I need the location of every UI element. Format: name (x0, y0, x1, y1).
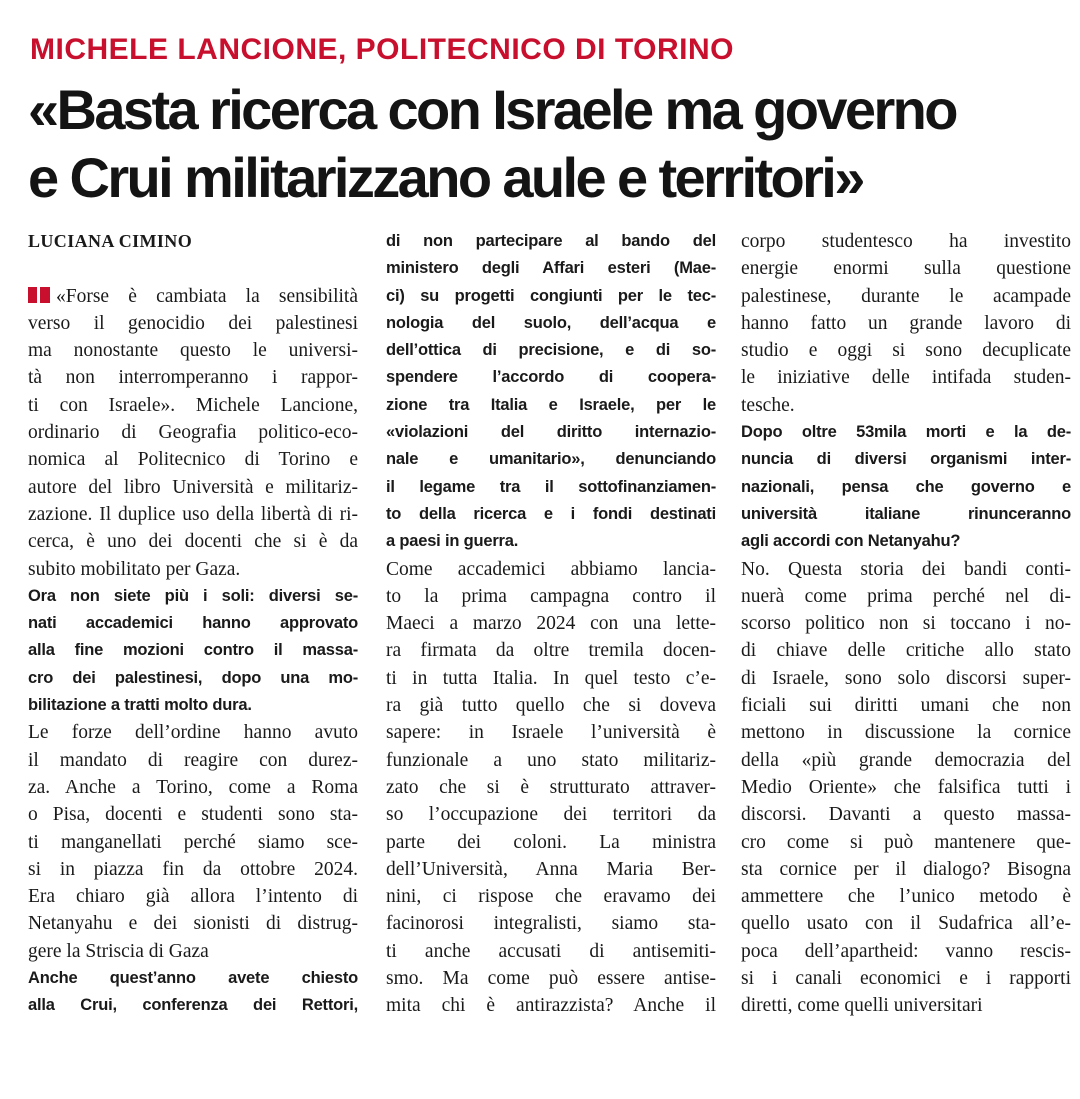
line-text: ra firmata da oltre tremila docen- (386, 640, 716, 662)
body-text-line (741, 992, 1071, 1019)
interview-question-line (28, 583, 358, 610)
body-text-line (741, 692, 1071, 719)
body-text-line (741, 938, 1071, 965)
line-text: ministero degli Affari esteri (Mae- (386, 259, 716, 278)
body-text-line (386, 665, 716, 692)
line-text: nologia del suolo, dell’acqua e (386, 313, 716, 332)
line-text: «Forse è cambiata la sensibilità (56, 285, 358, 307)
interview-question-line (386, 419, 716, 446)
article-column-2 (386, 228, 716, 1020)
line-text: cro dei palestinesi, dopo una mo- (28, 668, 358, 687)
body-text-line (28, 910, 358, 937)
body-text-line (741, 283, 1071, 310)
body-text-line (741, 774, 1071, 801)
line-text: nuncia di diversi organismi inter- (741, 450, 1071, 469)
line-text: autore del libro Università e militariz- (28, 476, 358, 498)
body-text-line (386, 583, 716, 610)
line-text: sta cornice per il dialogo? Bisogna (741, 858, 1071, 880)
interview-question-line (28, 610, 358, 637)
line-text: tesche. (741, 394, 795, 416)
line-text: ra già tutto quello che si doveva (386, 695, 716, 717)
body-text-line (28, 528, 358, 555)
byline: LUCIANA CIMINO (28, 231, 193, 251)
line-text: parte dei coloni. La ministra (386, 831, 716, 853)
line-text: Anche quest’anno avete chiesto (28, 969, 358, 988)
line-text: agli accordi con Netanyahu? (741, 532, 961, 551)
body-text-line (28, 419, 358, 446)
line-text: le iniziative delle intifada studen- (741, 367, 1071, 389)
body-text-line (28, 364, 358, 391)
line-text: ma nonostante questo le universi- (28, 340, 358, 362)
line-text: zato che si è strutturato attraver- (386, 776, 716, 798)
body-text-line (386, 692, 716, 719)
body-text-line (741, 583, 1071, 610)
interview-question-line (386, 501, 716, 528)
body-text-line (741, 255, 1071, 282)
body-text-line (28, 938, 358, 965)
headline-line: e Crui militarizzano aule e territori» (28, 146, 863, 209)
interview-question-line (741, 474, 1071, 501)
interview-question-line (386, 310, 716, 337)
line-text: Medio Oriente» che falsifica tutti i (741, 776, 1071, 798)
body-text-line (741, 856, 1071, 883)
body-text-line (386, 774, 716, 801)
line-text: nuerà come prima perché nel di- (741, 585, 1071, 607)
body-text-line (28, 501, 358, 528)
body-text-line (741, 228, 1071, 255)
body-text-line (741, 364, 1071, 391)
body-text-line (741, 665, 1071, 692)
body-text-line (741, 392, 1071, 419)
line-text: discorsi. Davanti a questo massa- (741, 804, 1071, 826)
interview-question-line (386, 228, 716, 255)
body-text-line (741, 829, 1071, 856)
line-text: Come accademici abbiamo lancia- (386, 558, 716, 580)
line-text: quello usato con il Sudafrica all’e- (741, 913, 1071, 935)
line-text: to la prima campagna contro il (386, 585, 716, 607)
body-text-line (28, 829, 358, 856)
line-text: funzionale a uno stato militariz- (386, 749, 716, 771)
interview-question-line (28, 637, 358, 664)
body-text-line (386, 637, 716, 664)
line-text: facinorosi integralisti, siamo sta- (386, 913, 716, 935)
body-text-line (28, 474, 358, 501)
line-text: smo. Ma come può essere antise- (386, 968, 716, 990)
line-text: so l’occupazione dei territori da (386, 804, 716, 826)
body-text-line (28, 883, 358, 910)
line-text: ti manganellati perché siamo sce- (28, 831, 358, 853)
line-text: ci) su progetti congiunti per le tec- (386, 286, 716, 305)
line-text: nale e umanitario», denunciando (386, 450, 716, 469)
interview-question-line (28, 665, 358, 692)
section-marker-icon (28, 287, 50, 303)
line-text: cro come si può mantenere que- (741, 831, 1071, 853)
line-text: il legame tra il sottofinanziamen- (386, 477, 716, 496)
interview-question-line (386, 364, 716, 391)
body-text-line (741, 556, 1071, 583)
body-text-line (28, 310, 358, 337)
line-text: nazionali, pensa che governo e (741, 477, 1071, 496)
line-text: Netanyahu e dei sionisti di distrug- (28, 913, 358, 935)
body-text-line (741, 801, 1071, 828)
line-text: Ora non siete più i soli: diversi se- (28, 586, 358, 605)
line-text: Le forze dell’ordine hanno avuto (28, 722, 358, 744)
line-text: ti anche accusati di antisemiti- (386, 940, 716, 962)
body-text-line (741, 965, 1071, 992)
body-text-line (741, 719, 1071, 746)
interview-question-line (28, 992, 358, 1019)
interview-question-line (386, 446, 716, 473)
body-text-line (386, 801, 716, 828)
line-text: ordinario di Geografia politico-eco- (28, 422, 358, 444)
line-text: ti in tutta Italia. In quel testo c’e- (386, 667, 716, 689)
body-text-line (28, 556, 358, 583)
line-text: della «più grande democrazia del (741, 749, 1071, 771)
interview-question-line (386, 255, 716, 282)
line-text: nomica al Politecnico di Torino e (28, 449, 358, 471)
line-text: palestinese, durante le acampade (741, 285, 1071, 307)
body-text-line (386, 829, 716, 856)
line-text: «violazioni del diritto internazio- (386, 423, 716, 442)
body-text-line (28, 747, 358, 774)
body-text-line (28, 283, 358, 310)
line-text: a paesi in guerra. (386, 532, 519, 551)
interview-question-line (28, 692, 358, 719)
line-text: gere la Striscia di Gaza (28, 940, 209, 962)
line-text: poca dell’apartheid: vanno rescis- (741, 940, 1071, 962)
body-text-line (386, 556, 716, 583)
interview-question-line (28, 965, 358, 992)
body-text-line (386, 992, 716, 1019)
body-text-line (28, 392, 358, 419)
body-text-line (28, 856, 358, 883)
line-text: zione tra Italia e Israele, per le (386, 395, 716, 414)
headline-line: «Basta ricerca con Israele ma governo (28, 78, 956, 141)
line-text: cerca, è uno dei docenti che si è da (28, 531, 358, 553)
line-text: dell’Università, Anna Maria Ber- (386, 858, 716, 880)
line-text: o Pisa, docenti e studenti sono sta- (28, 804, 358, 826)
body-text-line (741, 337, 1071, 364)
line-text: za. Anche a Torino, come a Roma (28, 776, 358, 798)
line-text: il mandato di reagire con durez- (28, 749, 358, 771)
body-text-line (741, 883, 1071, 910)
line-text: ammettere che l’unico metodo è (741, 886, 1071, 908)
line-text: Era chiaro già allora l’intento di (28, 886, 358, 908)
line-text: nini, ci rispose che eravamo dei (386, 886, 716, 908)
line-text: corpo studentesco ha investito (741, 231, 1071, 252)
line-text: ficiali sui diritti umani che non (741, 695, 1071, 717)
interview-question-line (741, 528, 1071, 555)
body-text-line (386, 910, 716, 937)
article-column-3 (741, 228, 1071, 1020)
line-text: verso il genocidio dei palestinesi (28, 312, 358, 334)
kicker: MICHELE LANCIONE, POLITECNICO DI TORINO (30, 33, 734, 66)
line-text: subito mobilitato per Gaza. (28, 558, 241, 580)
body-text-line (386, 747, 716, 774)
line-text: sapere: in Israele l’università è (386, 722, 716, 744)
interview-question-line (386, 528, 716, 555)
interview-question-line (741, 501, 1071, 528)
body-text-line (28, 801, 358, 828)
interview-question-line (741, 419, 1071, 446)
line-text: zazione. Il duplice uso della libertà di ri- (28, 503, 358, 525)
line-text: Dopo oltre 53mila morti e la de- (741, 423, 1071, 442)
body-text-line (386, 965, 716, 992)
body-text-line (386, 856, 716, 883)
line-text: studio e oggi si sono decuplicate (741, 340, 1071, 362)
line-text: si in piazza fin da ottobre 2024. (28, 858, 358, 880)
line-text: alla fine mozioni contro il massa- (28, 641, 358, 660)
interview-question-line (386, 474, 716, 501)
line-text: hanno fatto un grande lavoro di (741, 312, 1071, 334)
body-text-line (741, 910, 1071, 937)
line-text: energie enormi sulla questione (741, 258, 1071, 280)
line-text: spendere l’accordo di coopera- (386, 368, 716, 387)
body-text-line (28, 719, 358, 746)
line-text: mita chi è antirazzista? Anche il (386, 995, 716, 1017)
body-text-line (386, 938, 716, 965)
line-text: alla Crui, conferenza dei Rettori, (28, 996, 358, 1015)
line-text: di chiave delle critiche allo stato (741, 640, 1071, 662)
body-text-line (741, 310, 1071, 337)
line-text: diretti, come quelli universitari (741, 995, 983, 1017)
body-text-line (28, 774, 358, 801)
line-text: di non partecipare al bando del (386, 232, 716, 250)
line-text: No. Questa storia dei bandi conti- (741, 558, 1071, 580)
body-text-line (741, 637, 1071, 664)
body-text-line (386, 610, 716, 637)
body-text-line (741, 747, 1071, 774)
body-text-line (386, 883, 716, 910)
interview-question-line (386, 392, 716, 419)
line-text: mettono in discussione la cornice (741, 722, 1071, 744)
line-text: nati accademici hanno approvato (28, 614, 358, 633)
line-text: bilitazione a tratti molto dura. (28, 696, 252, 715)
article-column-1 (28, 228, 358, 1020)
body-text-line (28, 446, 358, 473)
interview-question-line (741, 446, 1071, 473)
line-text: università italiane rinunceranno (741, 504, 1071, 523)
body-text-line (28, 337, 358, 364)
interview-question-line (386, 337, 716, 364)
line-text: di Israele, sono solo discorsi super- (741, 667, 1071, 689)
line-text: scorso politico non si toccano i no- (741, 613, 1071, 635)
line-text: dell’ottica di precisione, e di so- (386, 341, 716, 360)
line-text: ti con Israele». Michele Lancione, (28, 394, 358, 416)
line-text: to della ricerca e i fondi destinati (386, 504, 716, 523)
headline (28, 76, 1068, 212)
line-text: tà non interromperanno i rappor- (28, 367, 358, 389)
interview-question-line (386, 283, 716, 310)
line-text: si i canali economici e i rapporti (741, 968, 1071, 990)
body-text-line (741, 610, 1071, 637)
line-text: Maeci a marzo 2024 con una lette- (386, 613, 716, 635)
body-text-line (386, 719, 716, 746)
